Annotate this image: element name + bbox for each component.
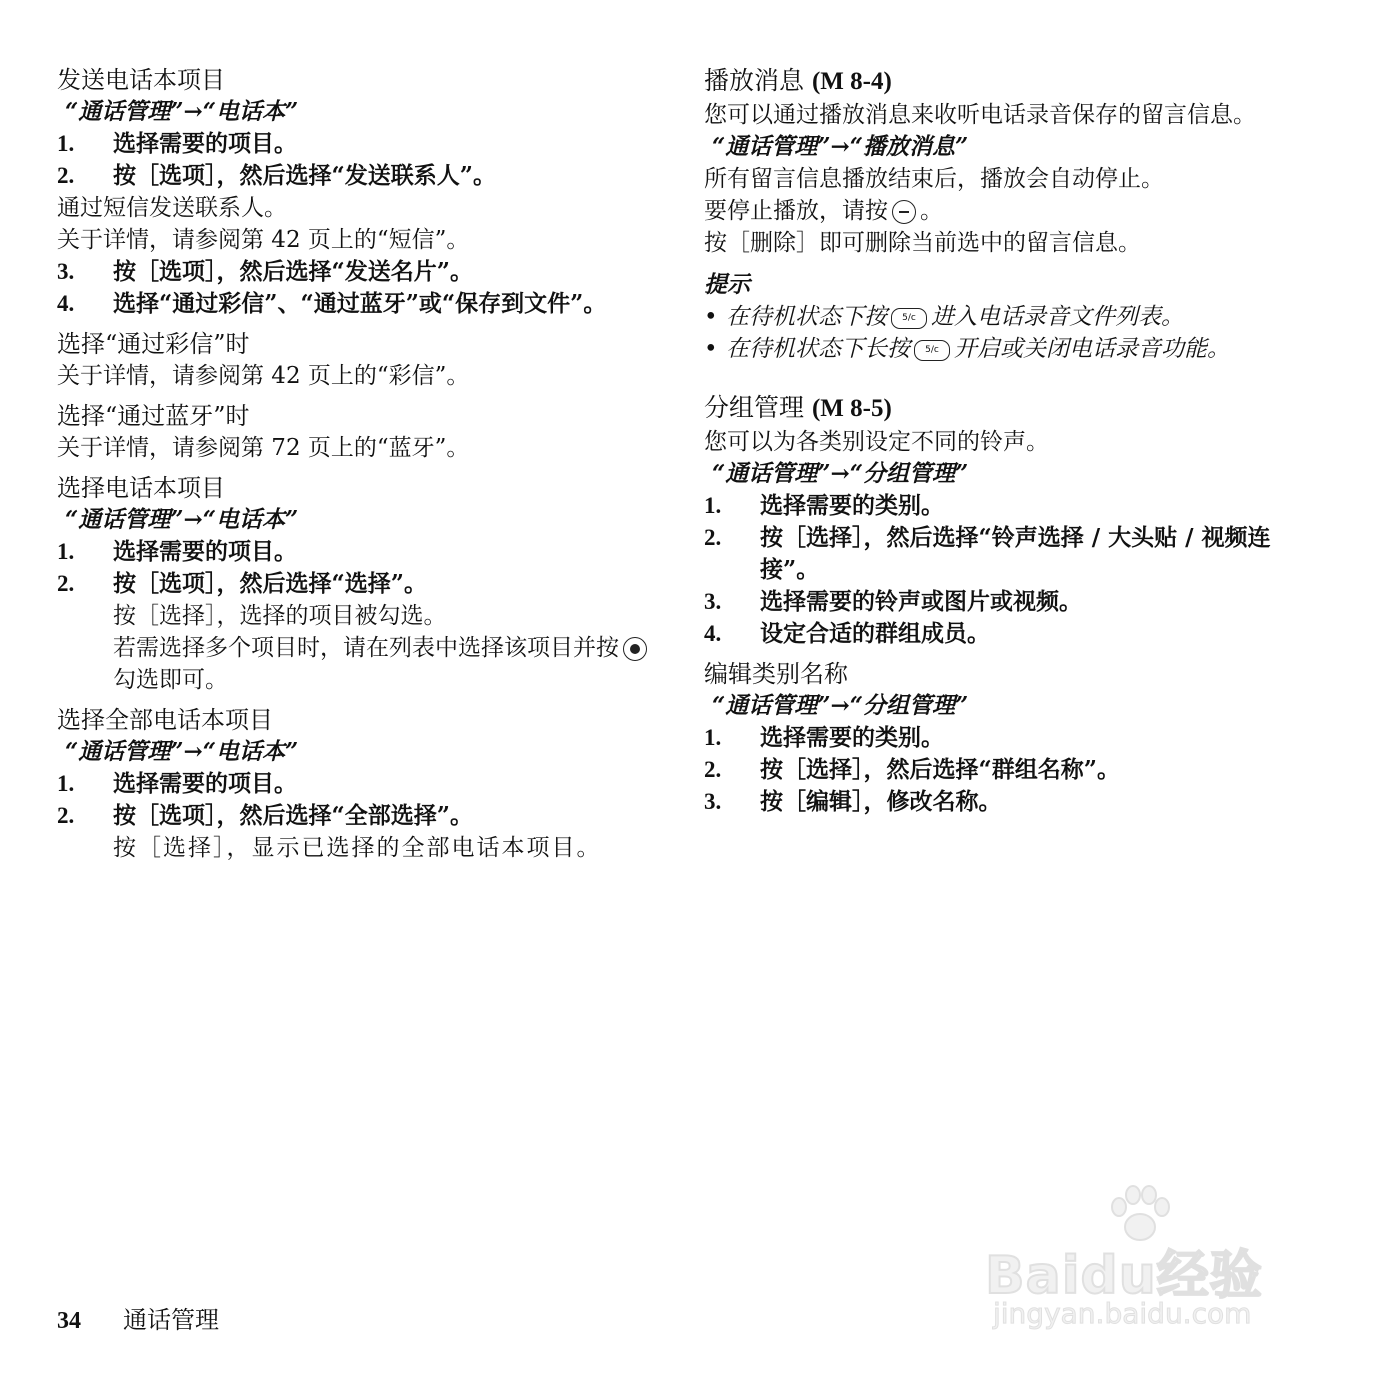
step-number: 2. — [704, 757, 722, 782]
paragraph: 按［删除］即可删除当前选中的留言信息。 — [704, 230, 1141, 256]
step-text: 选择需要的铃声或图片或视频。 — [760, 588, 1082, 615]
list-item — [57, 128, 657, 160]
paragraph: 关于详情，请参阅第 72 页上的“蓝牙”。 — [57, 435, 470, 461]
send-path: “通话管理”→“电话本” — [65, 98, 299, 125]
watermark — [985, 1185, 1315, 1345]
step-number: 4. — [704, 621, 722, 646]
tip-item — [704, 333, 1314, 365]
step-text: 选择需要的项目。 — [113, 538, 297, 565]
record-key-icon: 5/c — [891, 308, 927, 329]
tip-text-part: 在待机状态下按 — [726, 304, 887, 330]
step-text: 选择需要的项目。 — [113, 130, 297, 157]
list-item — [704, 586, 1314, 618]
step-text: 选择需要的类别。 — [760, 724, 944, 751]
paragraph: 关于详情，请参阅第 42 页上的“彩信”。 — [57, 363, 470, 389]
tip-text — [726, 333, 1230, 365]
section-title-group — [704, 391, 1314, 426]
footer-section: 通话管理 — [123, 1306, 219, 1334]
list-item — [704, 722, 1314, 754]
step-text: 按［选项］，然后选择“发送名片”。 — [113, 258, 473, 285]
list-item — [57, 256, 657, 288]
select-key-icon — [623, 637, 647, 661]
tip-text-part: 开启或关闭电话录音功能。 — [954, 336, 1230, 362]
step-number: 1. — [704, 725, 722, 750]
step-text: 按［选项］，然后选择“选择”。 — [113, 570, 427, 597]
list-item — [704, 618, 1314, 650]
select-heading: 选择电话本项目 — [57, 474, 225, 502]
paragraph-text: 。 — [920, 198, 943, 224]
menu-code: (M 8-4) — [811, 68, 892, 95]
list-item — [57, 768, 657, 800]
list-item — [57, 536, 657, 568]
left-column — [57, 64, 657, 864]
step-note: 按［选择］，显示已选择的全部电话本项目。 — [113, 835, 602, 861]
section-title-text: 播放消息 — [704, 66, 805, 95]
paragraph: 您可以为各类别设定不同的铃声。 — [704, 429, 1049, 455]
step-number: 3. — [704, 789, 722, 814]
bullet-icon: • — [704, 336, 718, 362]
select-path: “通话管理”→“电话本” — [65, 506, 299, 533]
paragraph: 您可以通过播放消息来收听电话录音保存的留言信息。 — [704, 102, 1256, 128]
step-number: 1. — [57, 771, 75, 796]
list-item — [57, 288, 657, 320]
step-number: 1. — [57, 131, 75, 156]
step-number: 2. — [704, 525, 722, 550]
step-text: 按［选择］，然后选择“群组名称”。 — [760, 756, 1120, 783]
step-number: 4. — [57, 291, 75, 316]
paragraph-text: 要停止播放，请按 — [704, 198, 888, 224]
tip-text-part: 进入电话录音文件列表。 — [931, 304, 1184, 330]
step-text: 按［编辑］，修改名称。 — [760, 788, 1002, 815]
step-number: 1. — [704, 493, 722, 518]
tip-text-part: 在待机状态下长按 — [726, 336, 910, 362]
step-number: 2. — [57, 163, 75, 188]
select-all-path: “通话管理”→“电话本” — [65, 738, 299, 765]
list-item — [57, 800, 657, 832]
tip-item — [704, 301, 1314, 333]
right-column — [704, 64, 1314, 818]
list-item — [57, 568, 657, 600]
paragraph: 通过短信发送联系人。 — [57, 195, 287, 221]
step-number: 2. — [57, 571, 75, 596]
list-item — [704, 754, 1314, 786]
paragraph: 关于详情，请参阅第 42 页上的“短信”。 — [57, 227, 470, 253]
step-number: 1. — [57, 539, 75, 564]
step-text: 选择需要的类别。 — [760, 492, 944, 519]
watermark-brand: Baidu经验 — [985, 1246, 1263, 1306]
record-key-icon: 5/c — [914, 340, 950, 361]
paragraph: 所有留言信息播放结束后，播放会自动停止。 — [704, 166, 1164, 192]
page-number: 34 — [57, 1308, 81, 1334]
rename-heading: 编辑类别名称 — [704, 660, 848, 688]
step-note — [113, 632, 657, 696]
step-text: 按［选项］，然后选择“全部选择”。 — [113, 802, 473, 829]
step-text: 按［选项］，然后选择“发送联系人”。 — [113, 162, 496, 189]
step-text: 按［选择］，然后选择“铃声选择 / 大头贴 / 视频连接”。 — [760, 524, 1271, 583]
menu-code: (M 8-5) — [811, 395, 892, 422]
tip-text — [726, 301, 1184, 333]
tip-title: 提示 — [704, 271, 750, 298]
bullet-icon: • — [704, 304, 718, 330]
list-item — [704, 490, 1314, 522]
list-item — [704, 522, 1314, 586]
mms-heading: 选择“通过彩信”时 — [57, 330, 250, 358]
group-path: “通话管理”→“分组管理” — [712, 460, 969, 487]
step-note: 按［选择］，选择的项目被勾选。 — [113, 603, 447, 629]
step-text: 设定合适的群组成员。 — [760, 620, 990, 647]
rename-path: “通话管理”→“分组管理” — [712, 692, 969, 719]
bt-heading: 选择“通过蓝牙”时 — [57, 402, 250, 430]
send-heading: 发送电话本项目 — [57, 66, 225, 94]
step-text: 选择“通过彩信”、“通过蓝牙”或“保存到文件”。 — [113, 290, 607, 317]
step-text: 选择需要的项目。 — [113, 770, 297, 797]
section-title-text: 分组管理 — [704, 393, 805, 422]
list-item — [704, 786, 1314, 818]
step-number: 3. — [704, 589, 722, 614]
step-note-text: 若需选择多个项目时，请在列表中选择该项目并按 — [113, 635, 619, 661]
step-note-text: 勾选即可。 — [113, 667, 228, 693]
paragraph — [704, 195, 1314, 227]
page-footer — [57, 1305, 219, 1336]
watermark-url: jingyan.baidu.com — [993, 1297, 1252, 1330]
step-number: 3. — [57, 259, 75, 284]
end-key-icon — [892, 200, 916, 224]
select-all-heading: 选择全部电话本项目 — [57, 706, 273, 734]
play-path: “通话管理”→“播放消息” — [712, 133, 969, 160]
section-title-play — [704, 64, 1314, 99]
list-item — [57, 160, 657, 192]
step-number: 2. — [57, 803, 75, 828]
